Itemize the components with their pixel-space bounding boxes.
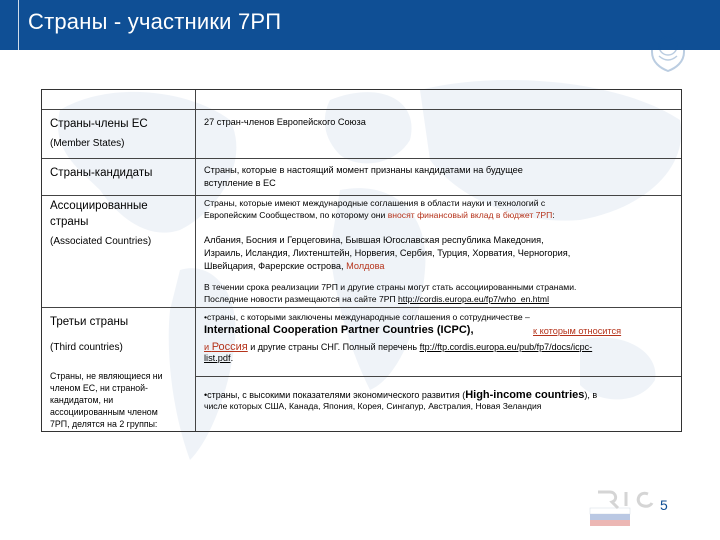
header-divider xyxy=(18,0,19,50)
icpc-list-link[interactable]: ftp://ftp.cordis.europa.eu/pub/fp7/docs/icpc- xyxy=(419,342,593,352)
candidates-desc-line2: вступление в ЕС xyxy=(204,178,276,188)
icpc-name: International Cooperation Partner Countries (ICPC) xyxy=(204,324,471,336)
icpc-cis-text: и другие страны СНГ. Полный перечень xyxy=(247,342,420,352)
third-sub-line5: 7РП, делятся на 2 группы: xyxy=(50,419,158,429)
members-desc: 27 стран-членов Европейского Союза xyxy=(204,117,366,127)
emblem-logo xyxy=(648,24,688,72)
associated-list-line3 xyxy=(204,260,384,273)
associated-note-text: Последние новости размещаются на сайте 7РП xyxy=(204,294,399,304)
associated-desc-text: Европейским Сообществом, по которому они xyxy=(204,210,388,220)
third-sub-line1: Страны, не являющиеся ни xyxy=(50,371,163,381)
members-label-en: (Member States) xyxy=(50,138,125,149)
candidates-label: Страны-кандидаты xyxy=(50,167,153,179)
icpc-line1: •страны, с которыми заключены международные соглашения о сотрудничестве – xyxy=(204,312,530,322)
third-label: Третьи страны xyxy=(50,316,129,328)
slide-title: Страны - участники 7РП xyxy=(28,9,282,34)
high-income-text: •страны, с высокими показателями экономического развития ( xyxy=(204,390,466,400)
row-divider xyxy=(42,109,681,110)
fp7-who-link[interactable]: http://cordis.europa.eu/fp7/who_en.html xyxy=(398,294,549,304)
column-divider xyxy=(195,90,196,431)
icpc-list-link-end[interactable]: list.pdf xyxy=(204,353,231,363)
russia-highlight: Россия xyxy=(211,341,248,353)
members-label: Страны-члены ЕС xyxy=(50,118,148,130)
associated-label-en: (Associated Countries) xyxy=(50,236,152,247)
slide-header xyxy=(0,0,720,50)
associated-contribution-highlight: вносят финансовый вклад в бюджет 7РП xyxy=(387,210,553,220)
third-sub-line3: кандидатом, ни xyxy=(50,395,114,405)
associated-label-line2: страны xyxy=(50,216,89,228)
associated-note-line2 xyxy=(204,293,549,306)
icpc-line4 xyxy=(204,352,233,365)
icpc-line3 xyxy=(204,339,592,354)
icpc-period: . xyxy=(230,353,234,363)
icpc-and: и xyxy=(204,342,212,352)
row-divider xyxy=(42,307,681,308)
moldova-highlight: Молдова xyxy=(346,261,385,271)
row-divider xyxy=(195,376,681,377)
associated-desc-line1: Страны, которые имеют международные соглашения в области науки и технологий с xyxy=(204,198,546,208)
high-income-name: High-income countries xyxy=(465,389,585,401)
associated-desc-colon: : xyxy=(552,210,555,220)
third-sub-line2: членом ЕС, ни страной- xyxy=(50,383,148,393)
associated-desc-line2 xyxy=(204,209,555,222)
page-number: 5 xyxy=(660,497,668,513)
high-income-suffix: ), в xyxy=(584,390,598,400)
associated-list-line1: Албания, Босния и Герцеговина, Бывшая Югославская республика Македония, xyxy=(204,235,544,245)
third-label-en: (Third countries) xyxy=(50,342,123,353)
icpc-includes-text: к которым относится xyxy=(533,326,622,336)
associated-note-line1: В течении срока реализации 7РП и другие страны могут стать ассоциированными странами. xyxy=(204,282,577,292)
associated-label-line1: Ассоциированные xyxy=(50,200,148,212)
row-divider xyxy=(42,158,681,159)
high-income-line2: числе которых США, Канада, Япония, Корея, Сингапур, Австралия, Новая Зеландия xyxy=(204,401,542,411)
associated-list-text: Швейцария, Фарерские острова, xyxy=(204,261,347,271)
associated-list-line2: Израиль, Исландия, Лихтенштейн, Норвегия, Сербия, Турция, Хорватия, Черногория, xyxy=(204,248,571,258)
row-divider xyxy=(42,195,681,196)
icpc-line2 xyxy=(204,324,474,337)
participants-table xyxy=(41,89,682,432)
icpc-comma: , xyxy=(470,324,474,336)
third-sub-line4: ассоциированным членом xyxy=(50,407,158,417)
candidates-desc-line1: Страны, которые в настоящий момент признаны кандидатами на будущее xyxy=(204,165,523,175)
ricc-logo xyxy=(588,486,664,530)
